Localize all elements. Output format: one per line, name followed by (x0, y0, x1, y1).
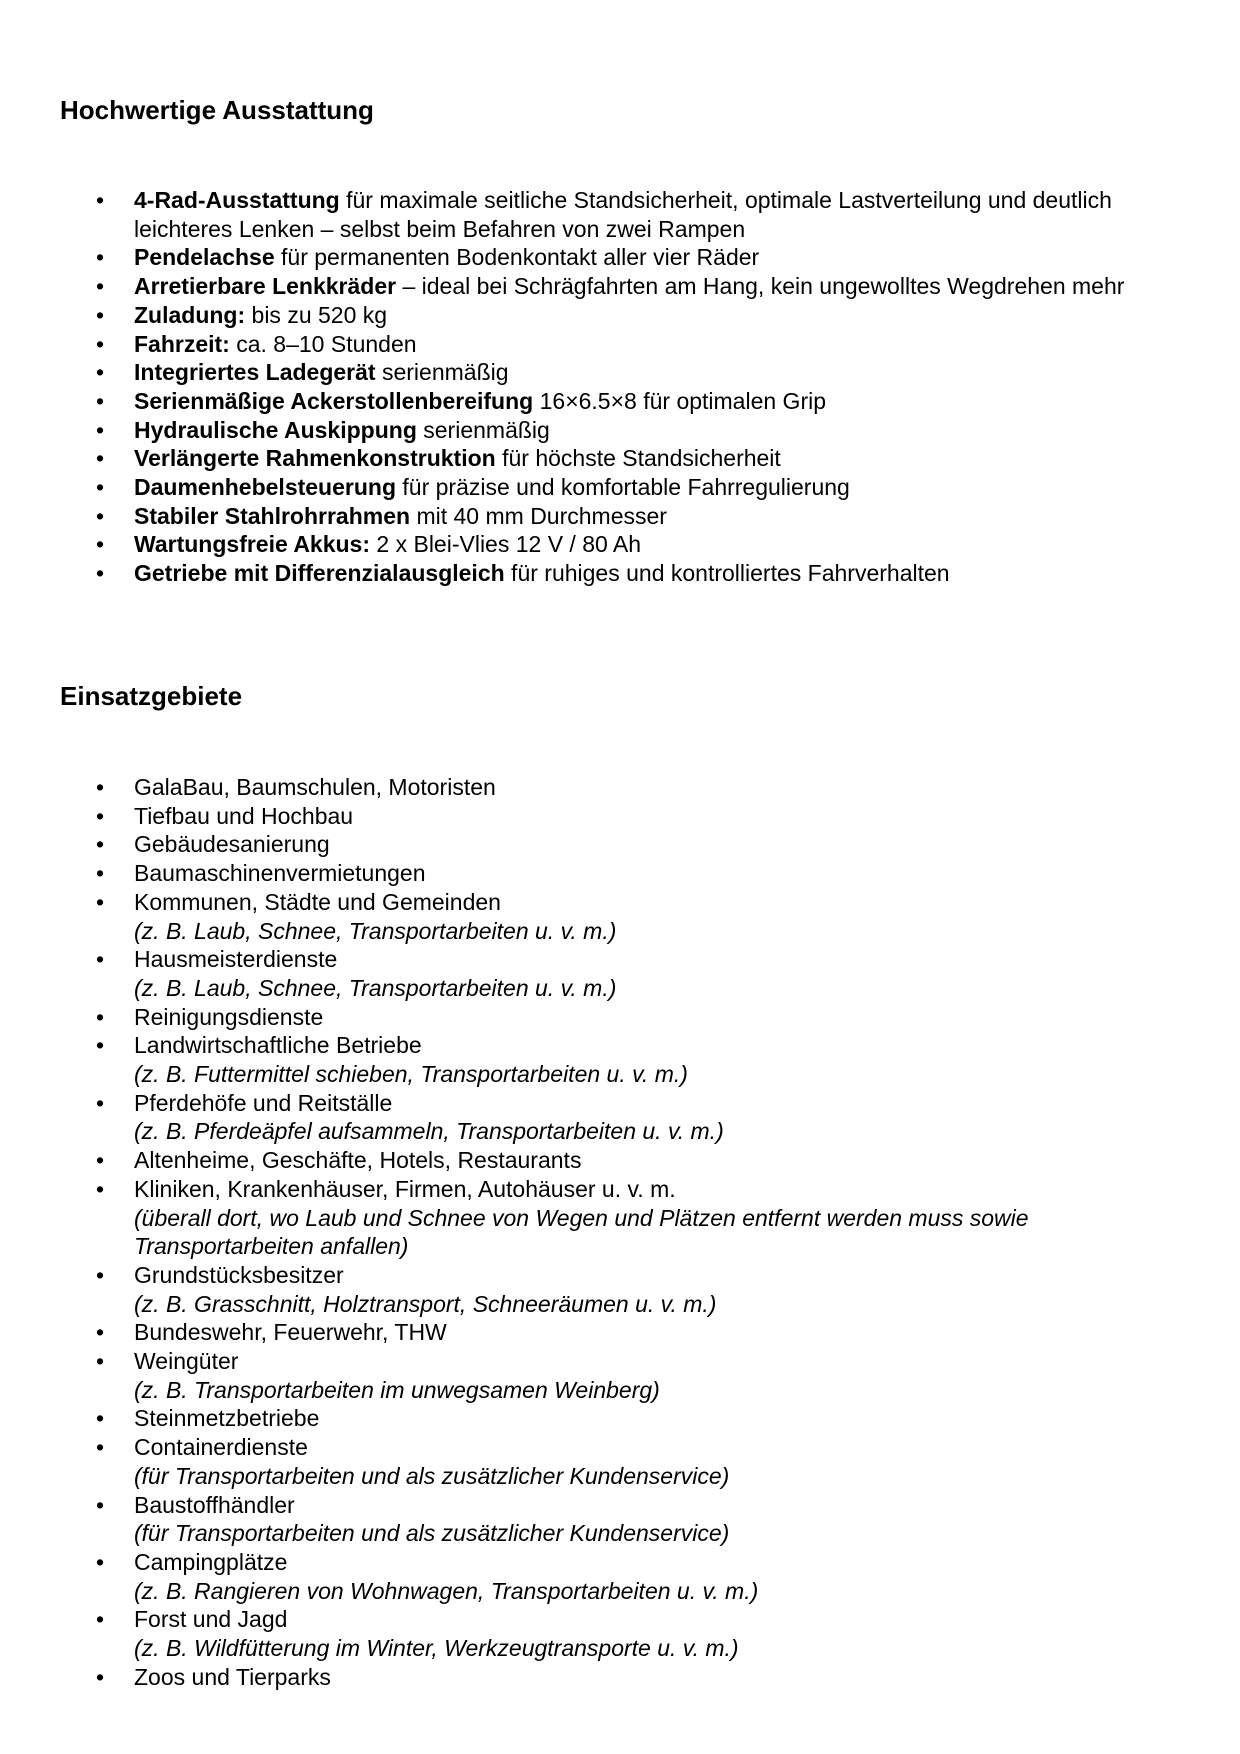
bullet-icon: • (96, 1548, 105, 1575)
areas-list (0, 773, 1240, 1692)
area-text: Baustoffhändler (134, 1491, 295, 1518)
area-item (0, 1663, 1144, 1692)
area-item (0, 802, 1144, 831)
area-text: Gebäudesanierung (134, 831, 330, 858)
area-text: Tiefbau und Hochbau (134, 802, 354, 829)
bullet-icon: • (96, 831, 105, 858)
area-item (0, 1031, 1144, 1088)
feature-label: Integriertes Ladegerät (134, 359, 376, 386)
area-text: Reinigungsdienste (134, 1003, 324, 1030)
bullet-icon: • (96, 445, 105, 472)
bullet-icon: • (96, 1032, 105, 1059)
feature-label: Daumenhebelsteuerung (134, 474, 396, 501)
feature-item (0, 387, 1144, 416)
area-item (0, 1548, 1144, 1605)
feature-text: 16×6.5×8 für optimalen Grip (533, 387, 827, 414)
area-note: (z. B. Grasschnitt, Holztransport, Schneeräumen u. v. m.) (134, 1290, 717, 1317)
feature-text: serienmäßig (375, 359, 509, 386)
features-list (0, 186, 1240, 588)
bullet-icon: • (96, 1003, 105, 1030)
feature-label: Serienmäßige Ackerstollenbereifung (134, 387, 534, 414)
area-note: (überall dort, wo Laub und Schnee von Wegen und Plätzen entfernt werden muss sowie Transportarbeiten anfallen) (134, 1204, 1029, 1260)
area-item (0, 945, 1144, 1002)
bullet-icon: • (96, 1089, 105, 1116)
area-note: (z. B. Rangieren von Wohnwagen, Transportarbeiten u. v. m.) (134, 1577, 759, 1604)
feature-item (0, 243, 1144, 272)
area-item (0, 1404, 1144, 1433)
area-text: GalaBau, Baumschulen, Motoristen (134, 774, 496, 800)
bullet-icon: • (96, 330, 105, 357)
bullet-icon: • (96, 502, 105, 529)
area-item (0, 888, 1144, 945)
area-text: Kommunen, Städte und Gemeinden (134, 888, 501, 915)
area-item (0, 1491, 1144, 1548)
area-text: Forst und Jagd (134, 1606, 288, 1633)
bullet-icon: • (96, 1348, 105, 1375)
area-text: Bundeswehr, Feuerwehr, THW (134, 1319, 447, 1346)
area-item (0, 830, 1144, 859)
area-note: (z. B. Laub, Schnee, Transportarbeiten u. v. m.) (134, 917, 617, 944)
bullet-icon: • (96, 560, 105, 587)
feature-label: Zuladung: (134, 301, 246, 328)
feature-text: mit 40 mm Durchmesser (410, 502, 667, 529)
feature-label: Arretierbare Lenkkräder (134, 273, 397, 300)
bullet-icon: • (96, 1175, 105, 1202)
feature-text: bis zu 520 kg (245, 301, 388, 328)
area-note: (z. B. Transportarbeiten im unwegsamen Weinberg) (134, 1376, 660, 1403)
feature-item (0, 358, 1144, 387)
area-text: Altenheime, Geschäfte, Hotels, Restaurants (134, 1147, 582, 1174)
area-text: Containerdienste (134, 1434, 308, 1461)
area-item (0, 1261, 1144, 1318)
feature-label: Wartungsfreie Akkus: (134, 531, 371, 558)
feature-label: Fahrzeit: (134, 330, 230, 357)
feature-item (0, 186, 1144, 243)
feature-text: serienmäßig (416, 416, 550, 443)
bullet-icon: • (96, 1663, 105, 1690)
feature-item (0, 444, 1144, 473)
feature-text: für ruhiges und kontrolliertes Fahrverhalten (504, 560, 950, 587)
bullet-icon: • (96, 1491, 105, 1518)
bullet-icon: • (96, 1606, 105, 1633)
area-text: Baumaschinenvermietungen (134, 860, 426, 887)
area-item (0, 859, 1144, 888)
area-note: (z. B. Pferdeäpfel aufsammeln, Transportarbeiten u. v. m.) (134, 1118, 724, 1145)
bullet-icon: • (96, 802, 105, 829)
feature-text: 2 x Blei-Vlies 12 V / 80 Ah (370, 531, 642, 558)
area-note: (z. B. Laub, Schnee, Transportarbeiten u. v. m.) (134, 974, 617, 1001)
feature-item (0, 301, 1144, 330)
bullet-icon: • (96, 860, 105, 887)
feature-item (0, 502, 1144, 531)
area-item (0, 1089, 1144, 1146)
area-text: Steinmetzbetriebe (134, 1405, 320, 1432)
area-item (0, 773, 1144, 802)
bullet-icon: • (96, 416, 105, 443)
feature-item (0, 330, 1144, 359)
feature-item (0, 559, 1144, 588)
feature-text: für präzise und komfortable Fahrregulierung (396, 474, 850, 501)
area-item (0, 1605, 1144, 1662)
bullet-icon: • (96, 301, 105, 328)
areas-heading: Einsatzgebiete (60, 681, 243, 711)
feature-text: für höchste Standsicherheit (495, 445, 781, 472)
area-item (0, 1175, 1144, 1261)
area-item (0, 1347, 1144, 1404)
features-heading: Hochwertige Ausstattung (60, 95, 374, 125)
feature-text: – ideal bei Schrägfahrten am Hang, kein ungewolltes Wegdrehen mehr (396, 273, 1125, 300)
feature-item (0, 272, 1144, 301)
area-text: Grundstücksbesitzer (134, 1261, 344, 1288)
feature-label: Pendelachse (134, 244, 275, 271)
bullet-icon: • (96, 774, 105, 800)
area-item (0, 1318, 1144, 1347)
bullet-icon: • (96, 531, 105, 558)
area-text: Campingplätze (134, 1548, 288, 1575)
feature-text: für maximale seitliche Standsicherheit, optimale Lastverteilung und deutlich leichteres Lenken – selbst beim Befahren von zwei Rampen (134, 187, 1112, 242)
bullet-icon: • (96, 359, 105, 386)
feature-label: Verlängerte Rahmenkonstruktion (134, 445, 496, 472)
feature-item (0, 416, 1144, 445)
area-note: (z. B. Wildfütterung im Winter, Werkzeugtransporte u. v. m.) (134, 1635, 739, 1662)
feature-label: Hydraulische Auskippung (134, 416, 417, 443)
bullet-icon: • (96, 474, 105, 501)
area-note: (für Transportarbeiten und als zusätzlicher Kundenservice) (134, 1520, 730, 1547)
bullet-icon: • (96, 1261, 105, 1288)
feature-item (0, 473, 1144, 502)
feature-text: für permanenten Bodenkontakt aller vier Räder (274, 244, 760, 271)
area-text: Landwirtschaftliche Betriebe (134, 1032, 422, 1059)
bullet-icon: • (96, 1434, 105, 1461)
bullet-icon: • (96, 888, 105, 915)
bullet-icon: • (96, 1405, 105, 1432)
area-item (0, 1146, 1144, 1175)
feature-item (0, 530, 1144, 559)
feature-label: Getriebe mit Differenzialausgleich (134, 560, 505, 587)
area-text: Hausmeisterdienste (134, 946, 338, 973)
bullet-icon: • (96, 244, 105, 271)
area-note: (für Transportarbeiten und als zusätzlicher Kundenservice) (134, 1462, 730, 1489)
bullet-icon: • (96, 946, 105, 973)
bullet-icon: • (96, 1147, 105, 1174)
bullet-icon: • (96, 387, 105, 414)
bullet-icon: • (96, 273, 105, 300)
area-item (0, 1003, 1144, 1032)
area-item (0, 1433, 1144, 1490)
area-text: Zoos und Tierparks (134, 1663, 331, 1690)
area-text: Kliniken, Krankenhäuser, Firmen, Autohäuser u. v. m. (134, 1175, 676, 1202)
feature-text: ca. 8–10 Stunden (229, 330, 417, 357)
area-text: Pferdehöfe und Reitställe (134, 1089, 393, 1116)
feature-label: 4-Rad-Ausstattung (134, 187, 340, 213)
bullet-icon: • (96, 187, 105, 213)
area-note: (z. B. Futtermittel schieben, Transportarbeiten u. v. m.) (134, 1061, 688, 1088)
feature-label: Stabiler Stahlrohrrahmen (134, 502, 411, 529)
bullet-icon: • (96, 1319, 105, 1346)
area-text: Weingüter (134, 1348, 239, 1375)
